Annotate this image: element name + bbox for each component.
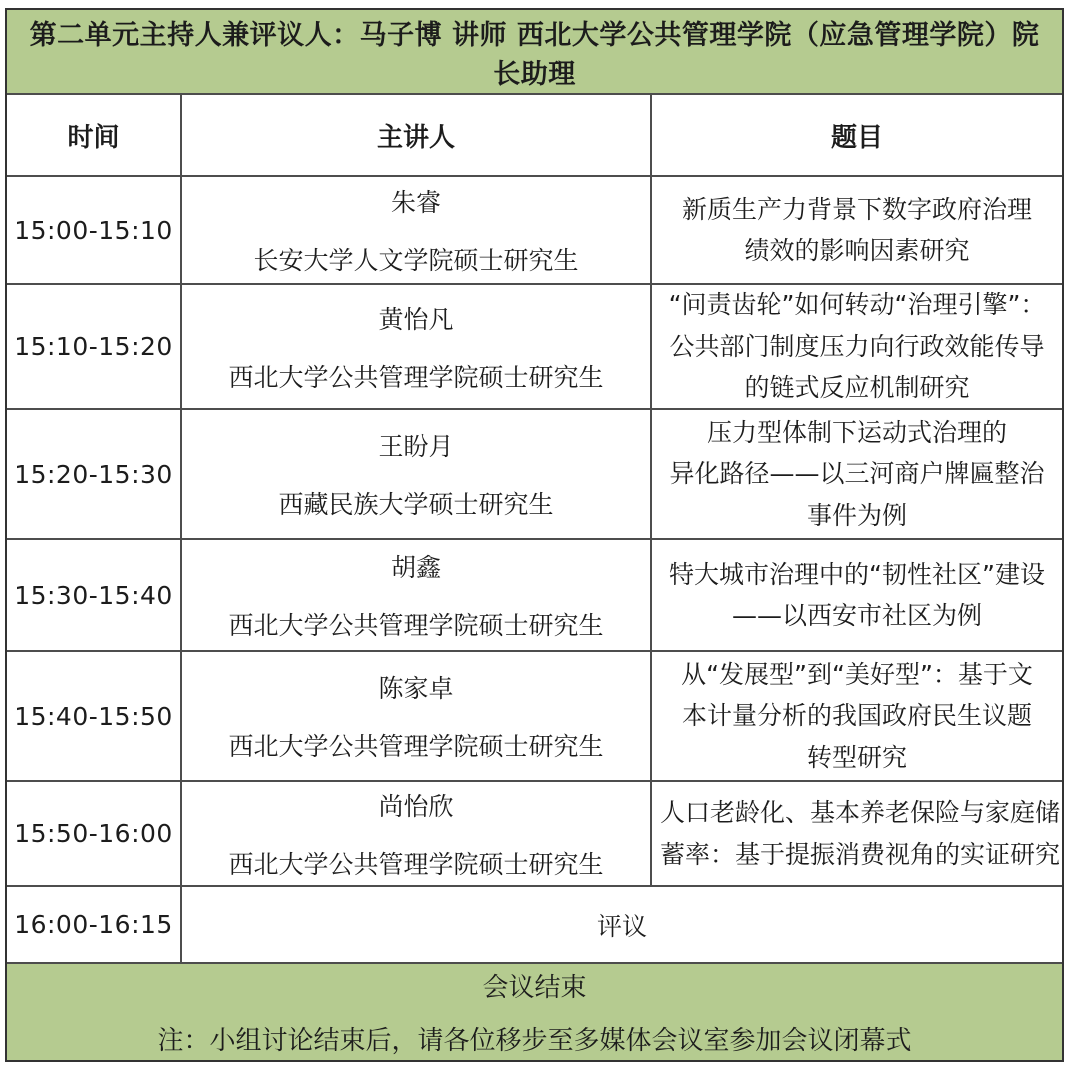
speaker-affiliation: 西北大学公共管理学院硕士研究生 [228,849,604,879]
title-line: 本计量分析的我国政府民生议题 [681,701,1032,731]
title-line: 压力型体制下运动式治理的 [706,417,1007,447]
schedule-table [5,8,1064,1062]
title-line: 新质生产力背景下数字政府治理 [681,194,1032,224]
table-row [7,285,1062,410]
review-label: 评议 [596,911,647,941]
title-line: ——以西安市社区为例 [731,601,982,630]
footer-note: 注：小组讨论结束后，请各位移步至多媒体会议室参加会议闭幕式 [157,1026,912,1056]
speaker-cell [182,410,652,538]
title-line: 异化路径——以三河商户牌匾整治 [669,459,1045,489]
title-line: 特大城市治理中的“韧性社区”建设 [669,559,1045,589]
time-cell [7,887,182,962]
review-row [7,887,1062,964]
title-cell [652,285,1062,408]
time-cell [7,285,182,408]
title-cell [652,177,1062,283]
title-line: 蓄率：基于提振消费视角的实证研究 [660,839,1061,869]
time-text: 15:00-15:10 [14,215,173,245]
title-line: 的链式反应机制研究 [744,373,970,403]
speaker-header-label: 主讲人 [376,122,455,153]
speaker-name: 朱睿 [390,188,441,217]
title-line: 事件为例 [806,500,907,530]
footer-banner [7,964,1062,1060]
title-cell [652,782,1068,885]
time-text: 15:50-16:00 [14,819,173,848]
speaker-name: 陈家卓 [378,674,454,703]
review-cell [182,887,1062,962]
title-header-cell [652,95,1062,175]
time-cell [7,540,182,650]
speaker-cell [182,540,652,650]
speaker-affiliation: 西北大学公共管理学院硕士研究生 [228,732,604,761]
table-row [7,652,1062,782]
table-row [7,782,1062,887]
title-line: 转型研究 [806,742,907,772]
time-text: 15:30-15:40 [14,580,173,610]
speaker-affiliation: 长安大学人文学院硕士研究生 [253,246,579,275]
title-header-label: 题目 [830,122,883,153]
title-line: 绩效的影响因素研究 [744,236,970,265]
time-text: 16:00-16:15 [14,910,173,939]
table-header-row [7,95,1062,177]
time-header-label: 时间 [67,122,120,153]
time-text: 15:10-15:20 [14,332,173,361]
footer-title: 会议结束 [482,973,587,1003]
time-cell [7,782,182,885]
table-row [7,540,1062,652]
title-line: “问责齿轮”如何转动“治理引擎”： [668,290,1046,320]
speaker-affiliation: 西北大学公共管理学院硕士研究生 [228,362,604,392]
table-row [7,410,1062,540]
title-line: 人口老龄化、基本养老保险与家庭储 [660,798,1061,827]
speaker-affiliation: 西藏民族大学硕士研究生 [278,490,554,519]
time-cell [7,652,182,780]
time-text: 15:40-15:50 [14,701,173,731]
time-header-cell [7,95,182,175]
speaker-cell [182,177,652,283]
time-text: 15:20-15:30 [14,459,173,489]
speaker-name: 黄怡凡 [378,304,454,334]
speaker-name: 王盼月 [378,432,454,461]
title-cell [652,652,1062,780]
table-row [7,177,1062,285]
speaker-header-cell [182,95,652,175]
speaker-affiliation: 西北大学公共管理学院硕士研究生 [228,611,604,640]
speaker-cell [182,285,652,408]
speaker-name: 尚怡欣 [378,791,454,821]
speaker-cell [182,652,652,780]
title-cell [652,540,1062,650]
title-cell [652,410,1062,538]
speaker-name: 胡鑫 [390,553,441,582]
time-cell [7,177,182,283]
speaker-cell [182,782,652,885]
title-line: 从“发展型”到“美好型”：基于文 [681,659,1033,689]
title-line: 公共部门制度压力向行政效能传导 [669,331,1045,361]
time-cell [7,410,182,538]
unit-banner: 第二单元主持人兼评议人：马子博 讲师 西北大学公共管理学院（应急管理学院）院长助理 [7,10,1062,95]
